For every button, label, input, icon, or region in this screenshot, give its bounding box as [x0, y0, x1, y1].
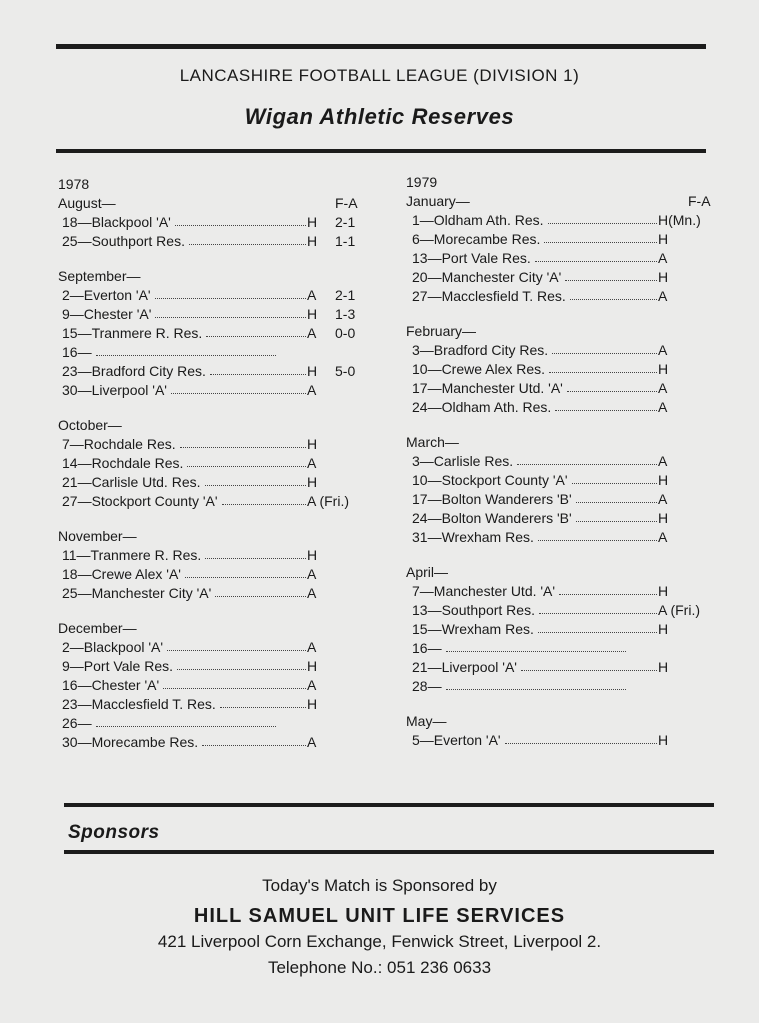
fixture-row — [58, 584, 378, 603]
leader-dots — [220, 707, 306, 708]
sponsor-intro: Today's Match is Sponsored by — [262, 876, 497, 895]
fixture-row — [58, 343, 378, 362]
fixture-text: 27—Stockport County 'A' — [62, 493, 218, 509]
leader-dots — [163, 688, 306, 689]
month-heading — [58, 267, 378, 286]
fixture-text: 23—Macclesfield T. Res. — [62, 696, 216, 712]
venue: H — [658, 583, 669, 599]
fixture-text: 15—Wrexham Res. — [412, 621, 534, 637]
fixture-row — [58, 695, 378, 714]
leader-dots — [96, 726, 276, 727]
team-title: Wigan Athletic Reserves — [244, 104, 515, 129]
leader-dots — [538, 632, 657, 633]
leader-dots — [96, 355, 276, 356]
fixture-row — [406, 268, 726, 287]
fixture-row — [58, 638, 378, 657]
league-title: LANCASHIRE FOOTBALL LEAGUE (DIVISION 1) — [179, 66, 580, 85]
leader-dots — [210, 374, 306, 375]
top-rule — [56, 44, 706, 49]
fixture-row — [58, 473, 378, 492]
month-heading — [406, 322, 726, 341]
venue: H — [307, 214, 318, 230]
fixture-text: 31—Wrexham Res. — [412, 529, 534, 545]
fixture-row — [406, 731, 726, 750]
leader-dots — [175, 225, 306, 226]
month-heading — [406, 192, 726, 211]
venue: A — [658, 491, 668, 507]
leader-dots — [552, 353, 657, 354]
leader-dots — [155, 317, 306, 318]
month-heading — [406, 563, 726, 582]
leader-dots — [576, 502, 657, 503]
venue: H — [307, 547, 318, 563]
venue: A — [307, 734, 317, 750]
month-heading — [406, 712, 726, 731]
fixture-text: 16— — [412, 640, 442, 656]
venue: A (Fri.) — [307, 493, 349, 509]
fixture-row — [58, 733, 378, 752]
venue: H — [658, 621, 669, 637]
venue: A — [307, 382, 317, 398]
venue: A — [658, 380, 668, 396]
fixture-text: 17—Manchester Utd. 'A' — [412, 380, 563, 396]
fixture-row — [58, 546, 378, 565]
leader-dots — [559, 594, 657, 595]
leader-dots — [555, 410, 657, 411]
venue: A — [307, 639, 317, 655]
result-score: 1-1 — [335, 233, 356, 249]
fixture-text: 3—Bradford City Res. — [412, 342, 549, 358]
venue: A — [307, 455, 317, 471]
fixture-row — [406, 287, 726, 306]
leader-dots — [446, 651, 626, 652]
fixtures-1978-column — [58, 175, 378, 752]
venue: H — [307, 658, 318, 674]
fixture-text: 30—Morecambe Res. — [62, 734, 199, 750]
venue: H — [307, 696, 318, 712]
month-name: September— — [58, 268, 141, 284]
leader-dots — [167, 650, 306, 651]
fixture-row — [58, 565, 378, 584]
fixture-row — [58, 324, 378, 343]
fixture-text: 14—Rochdale Res. — [62, 455, 184, 471]
venue: H — [658, 361, 669, 377]
leader-dots — [446, 689, 626, 690]
season-year: 1978 — [58, 176, 90, 192]
fixture-text: 24—Oldham Ath. Res. — [412, 399, 552, 415]
fixture-text: 21—Carlisle Utd. Res. — [62, 474, 201, 490]
fixture-row — [406, 677, 726, 696]
venue: A — [307, 325, 317, 341]
fixture-row — [58, 657, 378, 676]
fixture-row — [406, 471, 726, 490]
venue: H — [307, 363, 318, 379]
venue: A — [658, 453, 668, 469]
fixtures-1979-column — [406, 173, 726, 750]
fixture-text: 18—Crewe Alex 'A' — [62, 566, 181, 582]
fixture-row — [406, 230, 726, 249]
result-score: 1-3 — [335, 306, 356, 322]
month-name: August— — [58, 195, 116, 211]
fixture-text: 23—Bradford City Res. — [62, 363, 206, 379]
header-rule — [56, 149, 706, 153]
leader-dots — [565, 280, 657, 281]
fa-column-label: F-A — [688, 193, 711, 209]
fixture-row — [58, 454, 378, 473]
leader-dots — [180, 447, 306, 448]
fixture-row — [406, 582, 726, 601]
fixture-row — [406, 490, 726, 509]
month-name: January— — [406, 193, 470, 209]
fixture-text: 13—Southport Res. — [412, 602, 535, 618]
fixture-text: 2—Blackpool 'A' — [62, 639, 164, 655]
fixture-text: 3—Carlisle Res. — [412, 453, 514, 469]
fixture-text: 9—Chester 'A' — [62, 306, 152, 322]
leader-dots — [505, 743, 657, 744]
month-heading — [58, 619, 378, 638]
leader-dots — [185, 577, 306, 578]
fixture-text: 27—Macclesfield T. Res. — [412, 288, 566, 304]
venue: A — [658, 399, 668, 415]
venue: H — [658, 231, 669, 247]
fixture-text: 5—Everton 'A' — [412, 732, 501, 748]
fixture-row — [406, 620, 726, 639]
fixture-text: 16—Chester 'A' — [62, 677, 160, 693]
leader-dots — [189, 244, 306, 245]
fixture-row — [406, 601, 726, 620]
fixture-row — [406, 398, 726, 417]
leader-dots — [215, 596, 306, 597]
fa-column-label: F-A — [335, 195, 358, 211]
month-heading — [58, 416, 378, 435]
fixture-text: 10—Stockport County 'A' — [412, 472, 568, 488]
leader-dots — [177, 669, 306, 670]
leader-dots — [171, 393, 306, 394]
leader-dots — [205, 558, 306, 559]
leader-dots — [202, 745, 306, 746]
fixture-row — [58, 213, 378, 232]
sponsors-bottom-rule — [64, 850, 714, 854]
venue: H — [658, 659, 669, 675]
fixture-row — [406, 509, 726, 528]
venue: H — [658, 472, 669, 488]
venue: H — [307, 436, 318, 452]
leader-dots — [187, 466, 306, 467]
fixture-text: 13—Port Vale Res. — [412, 250, 531, 266]
month-name: April— — [406, 564, 449, 580]
result-score: 2-1 — [335, 287, 356, 303]
month-name: March— — [406, 434, 459, 450]
month-heading — [406, 433, 726, 452]
fixture-row — [406, 639, 726, 658]
fixture-text: 7—Rochdale Res. — [62, 436, 176, 452]
fixture-row — [406, 249, 726, 268]
fixture-text: 28— — [412, 678, 442, 694]
fixture-text: 2—Everton 'A' — [62, 287, 151, 303]
fixture-row — [58, 714, 378, 733]
fixture-text: 30—Liverpool 'A' — [62, 382, 167, 398]
leader-dots — [206, 336, 306, 337]
fixture-row — [406, 211, 726, 230]
fixture-text: 15—Tranmere R. Res. — [62, 325, 203, 341]
fixture-text: 21—Liverpool 'A' — [412, 659, 517, 675]
sponsors-top-rule — [64, 803, 714, 807]
venue: H(Mn.) — [658, 212, 701, 228]
sponsors-heading: Sponsors — [68, 822, 160, 843]
fixture-text: 26— — [62, 715, 92, 731]
fixture-text: 1—Oldham Ath. Res. — [412, 212, 544, 228]
fixture-row — [58, 492, 378, 511]
fixture-text: 7—Manchester Utd. 'A' — [412, 583, 556, 599]
result-score: 5-0 — [335, 363, 356, 379]
fixture-row — [406, 658, 726, 677]
result-score: 2-1 — [335, 214, 356, 230]
fixture-row — [58, 232, 378, 251]
fixture-row — [58, 286, 378, 305]
leader-dots — [155, 298, 306, 299]
leader-dots — [222, 504, 306, 505]
venue: A (Fri.) — [658, 602, 700, 618]
fixture-row — [406, 452, 726, 471]
sponsor-company: HILL SAMUEL UNIT LIFE SERVICES — [193, 905, 566, 927]
venue: A — [658, 342, 668, 358]
fixture-text: 17—Bolton Wanderers 'B' — [412, 491, 572, 507]
sponsor-telephone: Telephone No.: 051 236 0633 — [267, 958, 492, 977]
venue: H — [658, 510, 669, 526]
sponsor-address: 421 Liverpool Corn Exchange, Fenwick Street, Liverpool 2. — [157, 932, 602, 951]
fixture-text: 10—Crewe Alex Res. — [412, 361, 546, 377]
month-heading — [58, 194, 378, 213]
leader-dots — [205, 485, 306, 486]
fixture-text: 20—Manchester City 'A' — [412, 269, 562, 285]
leader-dots — [567, 391, 657, 392]
fixture-text: 24—Bolton Wanderers 'B' — [412, 510, 572, 526]
venue: H — [658, 269, 669, 285]
fixture-row — [406, 528, 726, 547]
venue: H — [307, 474, 318, 490]
leader-dots — [570, 299, 657, 300]
fixture-row — [58, 305, 378, 324]
fixture-text: 25—Southport Res. — [62, 233, 185, 249]
leader-dots — [572, 483, 657, 484]
fixture-text: 9—Port Vale Res. — [62, 658, 174, 674]
venue: A — [307, 585, 317, 601]
venue: A — [658, 529, 668, 545]
leader-dots — [544, 242, 657, 243]
venue: A — [307, 566, 317, 582]
leader-dots — [576, 521, 657, 522]
fixture-row — [58, 381, 378, 400]
month-name: May— — [406, 713, 447, 729]
venue: A — [658, 250, 668, 266]
month-heading — [58, 527, 378, 546]
fixture-row — [406, 341, 726, 360]
venue: A — [658, 288, 668, 304]
month-name: November— — [58, 528, 137, 544]
leader-dots — [549, 372, 657, 373]
venue: H — [307, 306, 318, 322]
venue: A — [307, 287, 317, 303]
fixture-row — [406, 379, 726, 398]
fixture-text: 16— — [62, 344, 92, 360]
leader-dots — [535, 261, 657, 262]
fixture-row — [58, 435, 378, 454]
fixture-row — [406, 360, 726, 379]
fixture-row — [58, 362, 378, 381]
result-score: 0-0 — [335, 325, 356, 341]
month-name: February— — [406, 323, 477, 339]
leader-dots — [538, 540, 657, 541]
month-name: October— — [58, 417, 122, 433]
leader-dots — [539, 613, 657, 614]
leader-dots — [521, 670, 657, 671]
fixture-text: 6—Morecambe Res. — [412, 231, 541, 247]
venue: H — [658, 732, 669, 748]
leader-dots — [548, 223, 657, 224]
fixture-row — [58, 676, 378, 695]
venue: A — [307, 677, 317, 693]
fixture-text: 11—Tranmere R. Res. — [62, 547, 202, 563]
season-year: 1979 — [406, 174, 438, 190]
fixture-text: 25—Manchester City 'A' — [62, 585, 212, 601]
leader-dots — [517, 464, 657, 465]
venue: H — [307, 233, 318, 249]
fixture-text: 18—Blackpool 'A' — [62, 214, 171, 230]
month-name: December— — [58, 620, 137, 636]
